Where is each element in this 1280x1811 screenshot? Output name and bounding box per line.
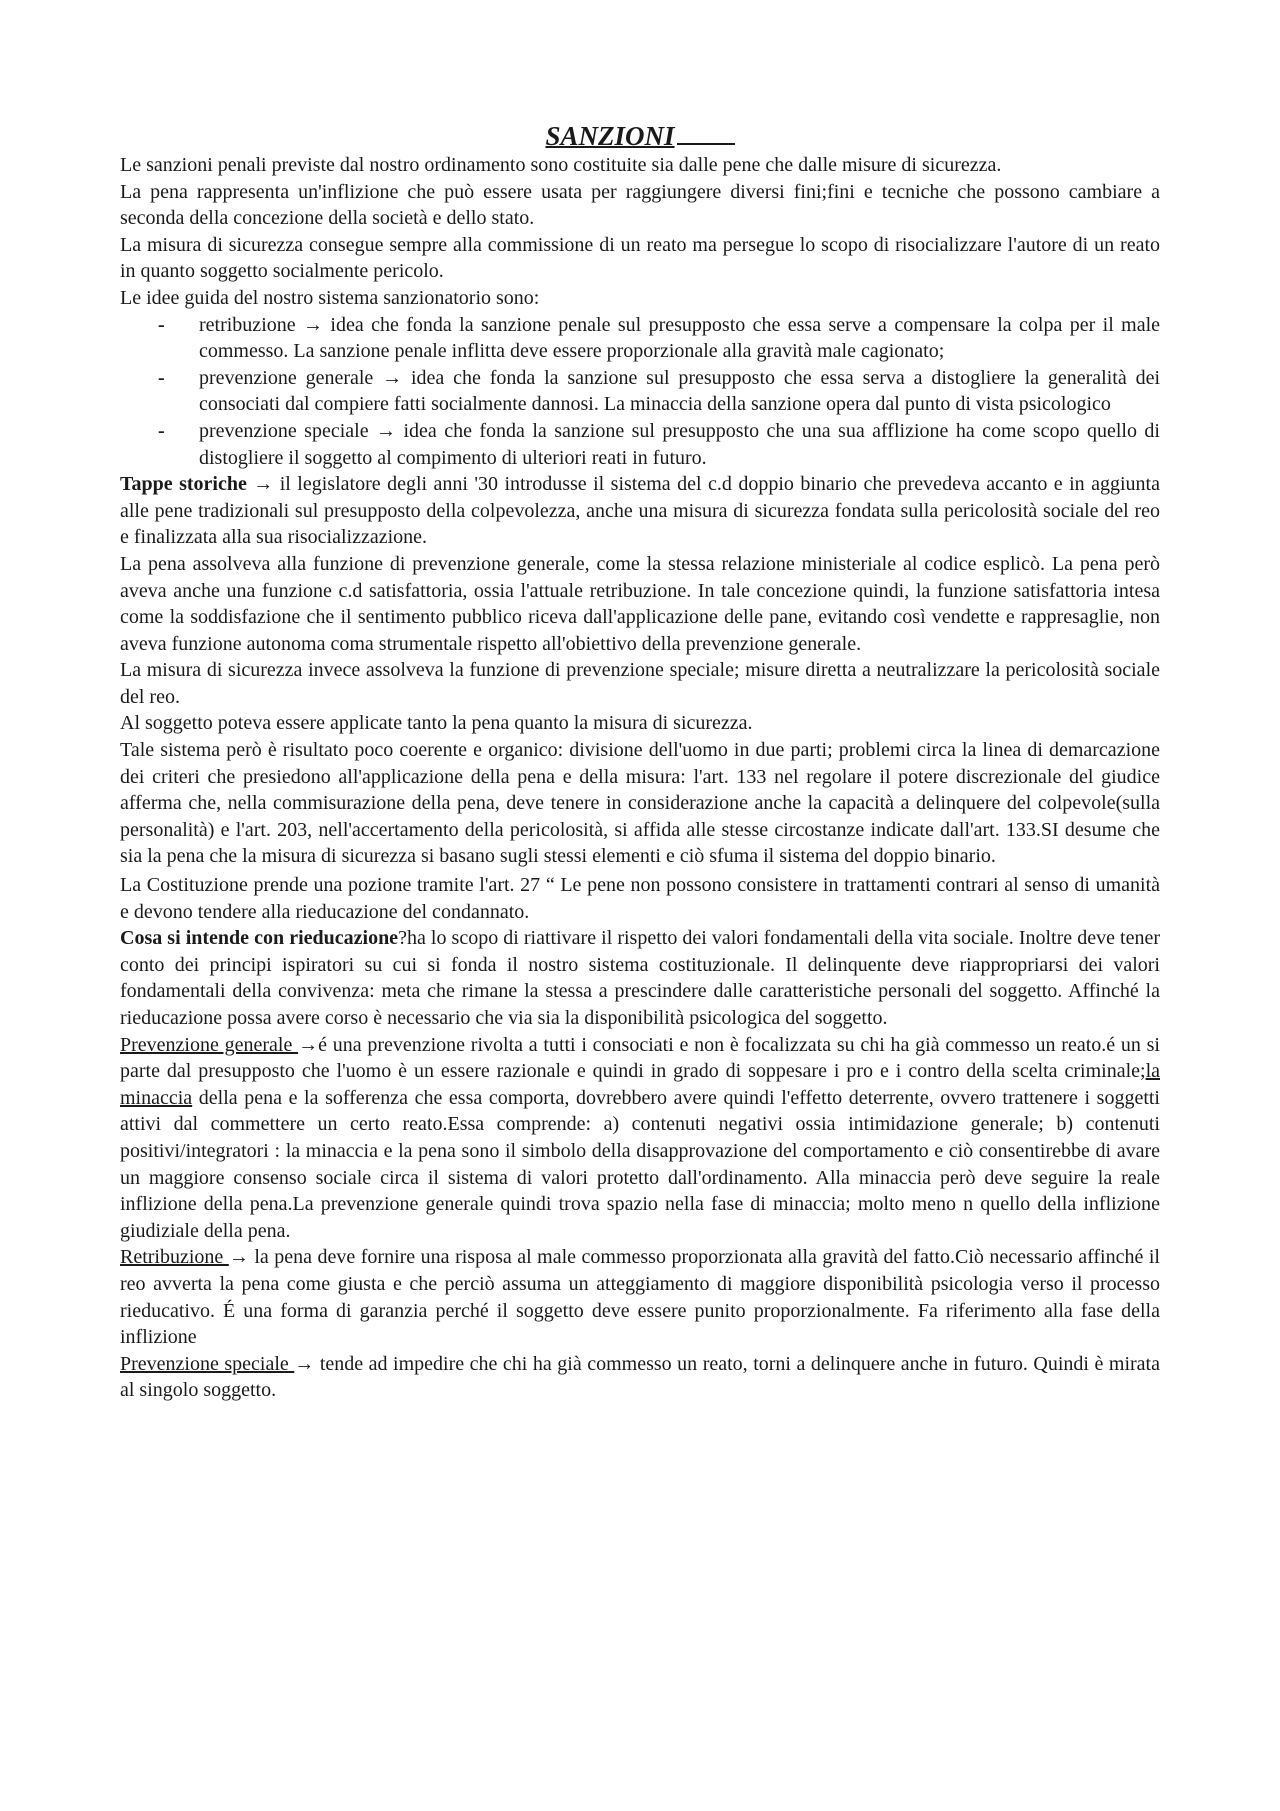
title-text: SANZIONI (545, 121, 675, 151)
paragraph-tappe-storiche (120, 471, 1160, 551)
tappe-storiche-text: → il legislatore degli anni '30 introdusse il sistema del c.d doppio binario che prevedeva accanto e in aggiunta alle pene tradizionali sul presupposto della colpevolezza, anche una misura di sicurezza fondata sulla pericolosità sociale del reo e finalizzata alla sua risocializzazione. (120, 473, 1160, 549)
paragraph-soggetto: Al soggetto poteva essere applicate tanto la pena quanto la misura di sicurezza. (120, 712, 753, 735)
paragraph-sistema: Tale sistema però è risultato poco coerente e organico: divisione dell'uomo in due parti; problemi circa la linea di demarcazione dei criteri che presiedono all'applicazione della pena e della misura: l'art. 133 nel regolare il potere discrezionale del giudice afferma che, nella commisurazione della pena, deve tenere in considerazione anche la capacità a delinquere del colpevole(sulla personalità) e l'art. 203, nell'accertamento della pericolosità, si affida alle stesse circostanze indicate dall'art. 133.SI desume che sia la pena che la misura di sicurezza si basano sugli stessi elementi e ciò sfuma il sistema del doppio binario. (120, 739, 1160, 868)
list-item: - prevenzione generale → idea che fonda la sanzione sul presupposto che essa serva a distogliere la generalità dei consociati dal compiere fatti socialmente dannosi. La minaccia della sanzione opera dal punto di vista psicologico (199, 365, 1160, 418)
minaccia-label: la minaccia (120, 1060, 1160, 1109)
paragraph-misura: La misura di sicurezza consegue sempre alla commissione di un reato ma persegue lo scopo di risocializzare l'autore di un reato in quanto soggetto socialmente pericolo. (120, 233, 1160, 283)
retribuzione-text: → la pena deve fornire una risposa al male commesso proporzionata alla gravità del fatto.Ciò necessario affinché il reo avverta la pena come giusta e che perciò assuma un atteggiamento di maggiore disponibilità psicologia verso il processo rieducativo. É una forma di garanzia perché il soggetto deve essere punito proporzionalmente. Fa riferimento alla fase della inflizione (120, 1246, 1160, 1349)
paragraph-misura-sicurezza: La misura di sicurezza invece assolveva la funzione di prevenzione speciale; misure diretta a neutralizzare la pericolosità sociale del reo. (120, 659, 1160, 708)
paragraph-retribuzione (120, 1244, 1160, 1350)
paragraph-funzione-pena: La pena assolveva alla funzione di prevenzione generale, come la stessa relazione ministeriale al codice esplicò. La pena però aveva anche una funzione c.d satisfattoria, ossia l'attuale retribuzione. In tale concezione quindi, la funzione satisfattoria intesa come la soddisfazione che il sentimento pubblico riceva dall'applicazione delle pane, evitando così vendette e rappresaglie, non aveva funzione autonoma coma strumentale rispetto all'obiettivo della prevenzione generale. (120, 552, 1160, 655)
prevenzione-generale-text-b: della pena e la sofferenza che essa comporta, dovrebbero avere quindi l'effetto deterrente, ovvero trattenere i soggetti attivi dal commettere un certo reato.Essa comprende: a) contenuti negativi ossia intimidazione generale; b) contenuti positivi/integratori : la minaccia e la pena sono il simbolo della disapprovazione del comportamento e ciò consentirebbe di avare un maggiore consenso sociale circa il sistema di valori protetto dall'ordinamento. Alla minaccia però deve seguire la reale inflizione della pena.La prevenzione generale quindi trova spazio nella fase di minaccia; molto meno n quello della inflizione giudiziale della pena. (120, 1086, 1160, 1242)
document-page (120, 119, 1160, 1404)
paragraph-idee-guida: Le idee guida del nostro sistema sanzionatorio sono: (120, 286, 540, 309)
tappe-storiche-label: Tappe storiche (120, 473, 247, 496)
paragraph-costituzione: La Costituzione prende una pozione tramite l'art. 27 “ Le pene non possono consistere in trattamenti contrari al senso di umanità e devono tendere alla rieducazione del condannato. (120, 874, 1160, 923)
prevenzione-speciale-text: → tende ad impedire che chi ha già commesso un reato, torni a delinquere anche in futuro. Quindi è mirata al singolo soggetto. (120, 1352, 1160, 1402)
paragraph-rieducazione (120, 925, 1160, 1031)
idee-guida-list (120, 312, 1160, 472)
paragraph-prevenzione-generale (120, 1032, 1160, 1245)
paragraph-intro: Le sanzioni penali previste dal nostro ordinamento sono costituite sia dalle pene che dalle misure di sicurezza. (120, 154, 1002, 176)
retribuzione-label: Retribuzione (120, 1246, 229, 1269)
list-item: - prevenzione speciale → idea che fonda la sanzione sul presupposto che una sua afflizione ha come scopo quello di distogliere il soggetto al compimento di ulteriori reati in futuro. (199, 418, 1160, 471)
paragraph-prevenzione-speciale (120, 1351, 1160, 1404)
list-item: - retribuzione → idea che fonda la sanzione penale sul presupposto che essa serve a compensare la colpa per il male commesso. La sanzione penale inflitta deve essere proporzionale alla gravità male cagionato; (199, 312, 1160, 365)
page-title (120, 119, 1160, 153)
rieducazione-text: ?ha lo scopo di riattivare il rispetto dei valori fondamentali della vita sociale. Inoltre deve tener conto dei principi ispiratori su cui si fonda il nostro sistema costituzionale. Il delinquente deve riappropriarsi dei valori fondamentali della convivenza: meta che rimane la stessa a prescindere dalle caratteristiche personali del soggetto. Affinché la rieducazione possa avere corso è necessario che via sia la disponibilità psicologica del soggetto. (120, 927, 1160, 1029)
prevenzione-generale-label: Prevenzione generale (120, 1033, 299, 1056)
paragraph-pena: La pena rappresenta un'inflizione che può essere usata per raggiungere diversi fini;fini e tecniche che possono cambiare a seconda della concezione della società e dello stato. (120, 180, 1160, 230)
prevenzione-generale-text-a: →é una prevenzione rivolta a tutti i consociati e non è focalizzata su chi ha già commesso un reato.é un si parte dal presupposto che l'uomo è un essere razionale e quindi in grado di soppesare i pro e i contro della scelta criminale; (120, 1033, 1160, 1083)
title-underline-pad (677, 119, 735, 145)
prevenzione-speciale-label: Prevenzione speciale (120, 1352, 295, 1375)
rieducazione-label: Cosa si intende con rieducazione (120, 927, 399, 950)
